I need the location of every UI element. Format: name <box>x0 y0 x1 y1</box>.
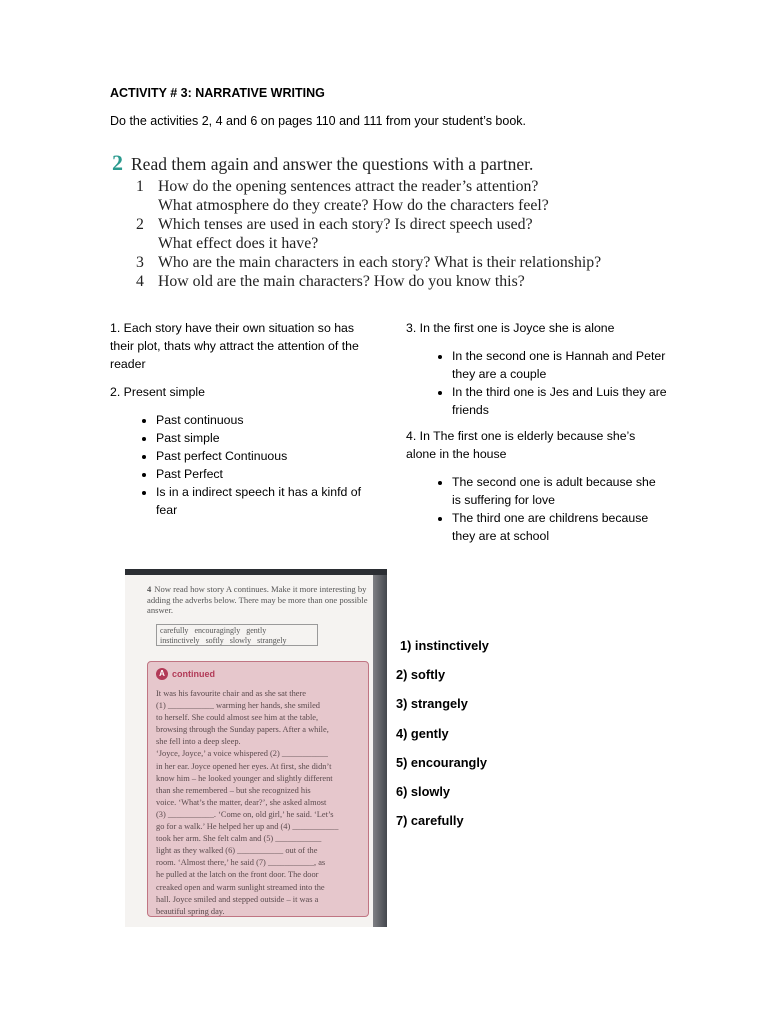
adverb-word-box <box>156 624 318 646</box>
activity-title: ACTIVITY # 3: NARRATIVE WRITING <box>110 86 325 100</box>
list-item: • Past perfect Continuous <box>156 447 372 465</box>
answer-2-list <box>110 411 372 519</box>
exercise-2-number: 2 <box>112 150 123 175</box>
exercise-4-instruction: 4 Now read how story A continues. Make it more interesting by adding the adverbs below. There may be more than one possible answer. <box>147 584 368 615</box>
list-item: 1) instinctively <box>400 638 489 653</box>
fill-in-answers <box>396 638 489 842</box>
list-item: • In the second one is Hannah and Peter they are a couple <box>452 347 668 383</box>
exercise-4-image <box>125 569 387 927</box>
question-1: 1 How do the opening sentences attract the reader’s attention? What atmosphere do they create? How do the characters feel? <box>136 178 549 214</box>
list-item: 5) encourangly <box>396 754 488 770</box>
answer-3: 3. In the first one is Joyce she is alone <box>406 321 615 335</box>
adverb: encouragingly <box>194 626 241 635</box>
story-heading-text: continued <box>172 669 215 679</box>
story-a-text: It was his favourite chair and as she sat there (1) ___________ warming her hands, she smiled to herself. She could almost see him at the table, browsing through the Sunday papers. After a while, she fell into a deep sleep. ‘Joyce, Joyce,’ a voice whispered (2) ___________ in her ear. Joyce opened her eyes. At first, she didn’t know him – he looked younger and slightly different than she remembered – but she recognized his voice. ‘What’s the matter, dear?’, she asked almost (3) ___________. ‘Come on, old girl,’ he said. ‘Let’s go for a walk.’ He helped her up and (4) ___________ took her arm. She felt calm and (5) ___________ light as they walked (6) ___________ out of the room. ‘Almost there,’ he said (7) ___________, as he pulled at the latch on the front door. The door creaked open and warm sunlight streamed into the hall. Joyce smiled and stepped outside – it was a beautiful spring day. <box>156 689 339 916</box>
adverb: gently <box>246 626 267 635</box>
answers-left-column <box>110 319 372 519</box>
exercise-2-heading <box>112 150 652 177</box>
exercise-2-heading-text: Read them again and answer the questions with a partner. <box>131 154 534 174</box>
list-item: • Past Perfect <box>156 465 372 483</box>
answers-right-column <box>406 319 668 545</box>
question-2: 2 Which tenses are used in each story? Is direct speech used? What effect does it have? <box>136 216 533 252</box>
list-item: • In the third one is Jes and Luis they are friends <box>452 383 668 419</box>
list-item: 4) gently <box>396 725 449 741</box>
story-a-heading <box>156 668 215 680</box>
list-item: 7) carefully <box>396 813 464 829</box>
list-item: • Is in a indirect speech it has a kinfd of fear <box>156 483 372 519</box>
adverb: instinctively <box>160 636 200 645</box>
list-item: • The second one is adult because she is suffering for love <box>452 473 668 509</box>
list-item: • Past simple <box>156 429 372 447</box>
question-3: 3 Who are the main characters in each story? What is their relationship? <box>136 254 602 271</box>
list-item: 2) softly <box>396 667 446 683</box>
answer-2: 2. Present simple <box>110 385 206 399</box>
answer-3-list <box>406 347 668 419</box>
story-a-box <box>147 661 369 917</box>
adverb: softly <box>205 636 224 645</box>
story-a-badge: A <box>156 668 168 680</box>
question-4: 4 How old are the main characters? How do you know this? <box>136 273 525 290</box>
answer-4-list <box>406 473 668 545</box>
list-item: 3) strangely <box>396 696 468 712</box>
book-page <box>125 575 387 927</box>
activity-instruction: Do the activities 2, 4 and 6 on pages 110 and 111 from your student’s book. <box>110 114 527 128</box>
list-item: • Past continuous <box>156 411 372 429</box>
adverb: strangely <box>257 636 287 645</box>
list-item: • The third one are childrens because they are at school <box>452 509 668 545</box>
answer-1: 1. Each story have their own situation so has their plot, thats why attract the attention of the reader <box>110 321 359 371</box>
exercise-2-excerpt <box>112 150 652 291</box>
adverb: slowly <box>229 636 252 645</box>
adverb: carefully <box>160 626 189 635</box>
list-item: 6) slowly <box>396 783 451 799</box>
image-background-shade <box>373 575 387 927</box>
answer-4: 4. In The first one is elderly because she’s alone in the house <box>406 429 636 461</box>
